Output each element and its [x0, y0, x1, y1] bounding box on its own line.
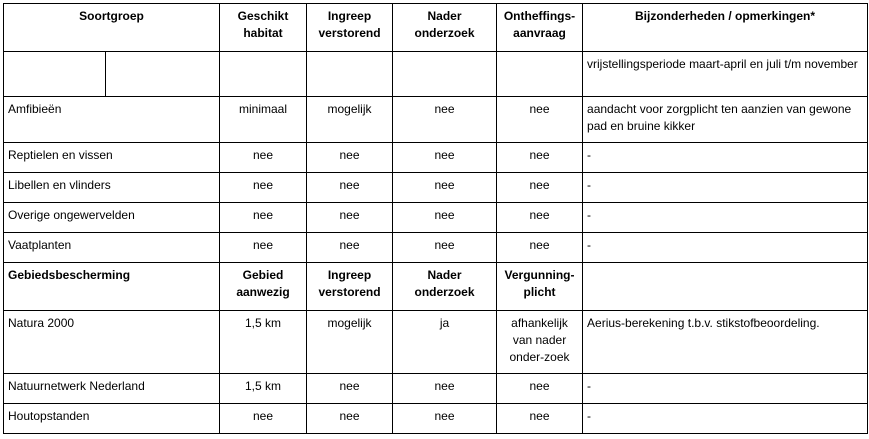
empty-cell: [307, 52, 393, 97]
table-row: [4, 143, 868, 173]
table-row: [4, 52, 868, 97]
habitat-cell: nee: [220, 143, 307, 173]
header-row-area: [4, 263, 868, 311]
header-bijzonderheden: Bijzonderheden / opmerkingen*: [583, 4, 868, 52]
table-row: [4, 203, 868, 233]
header-soortgroep: Soortgroep: [4, 4, 220, 52]
table-row: [4, 404, 868, 434]
note-cell: -: [583, 173, 868, 203]
empty-cell: [497, 52, 583, 97]
header-gebied-aanwezig: Gebied aanwezig: [220, 263, 307, 311]
header-geschikt-habitat: Geschikt habitat: [220, 4, 307, 52]
onderzoek-cell: nee: [393, 143, 497, 173]
gebied-cell: 1,5 km: [220, 374, 307, 404]
onderzoek-cell: nee: [393, 233, 497, 263]
header-ingreep-verstorend: Ingreep verstorend: [307, 263, 393, 311]
header-vergunningplicht: Vergunning-plicht: [497, 263, 583, 311]
species-name: Overige ongewervelden: [4, 203, 220, 233]
area-name: Houtopstanden: [4, 404, 220, 434]
onderzoek-cell: nee: [393, 374, 497, 404]
note-cell: -: [583, 404, 868, 434]
note-cell: -: [583, 203, 868, 233]
species-name: Libellen en vlinders: [4, 173, 220, 203]
header-gebiedsbescherming: Gebiedsbescherming: [4, 263, 220, 311]
onderzoek-cell: nee: [393, 173, 497, 203]
note-cell: Aerius-berekening t.b.v. stikstofbeoordeling.: [583, 311, 868, 374]
species-name: Vaatplanten: [4, 233, 220, 263]
empty-cell: [4, 52, 106, 97]
table-row: [4, 311, 868, 374]
plicht-cell: nee: [497, 404, 583, 434]
ingreep-cell: nee: [307, 374, 393, 404]
aanvraag-cell: nee: [497, 143, 583, 173]
note-cell: aandacht voor zorgplicht ten aanzien van gewone pad en bruine kikker: [583, 97, 868, 143]
header-ontheffingsaanvraag: Ontheffings-aanvraag: [497, 4, 583, 52]
onderzoek-cell: nee: [393, 404, 497, 434]
note-cell: -: [583, 374, 868, 404]
empty-cell: [393, 52, 497, 97]
empty-cell: [583, 263, 868, 311]
onderzoek-cell: nee: [393, 203, 497, 233]
habitat-cell: nee: [220, 203, 307, 233]
habitat-cell: nee: [220, 173, 307, 203]
table-row: [4, 173, 868, 203]
onderzoek-cell: nee: [393, 97, 497, 143]
area-name: Natuurnetwerk Nederland: [4, 374, 220, 404]
plicht-cell: afhankelijk van nader onder-zoek: [497, 311, 583, 374]
area-name: Natura 2000: [4, 311, 220, 374]
species-name: Amfibieën: [4, 97, 220, 143]
note-cell: -: [583, 233, 868, 263]
note-cell: vrijstellingsperiode maart-april en juli t/m november: [583, 52, 868, 97]
empty-cell: [106, 52, 220, 97]
gebied-cell: nee: [220, 404, 307, 434]
plicht-cell: nee: [497, 374, 583, 404]
empty-cell: [220, 52, 307, 97]
ingreep-cell: mogelijk: [307, 97, 393, 143]
ingreep-cell: nee: [307, 173, 393, 203]
ingreep-cell: nee: [307, 203, 393, 233]
aanvraag-cell: nee: [497, 97, 583, 143]
table-row: [4, 374, 868, 404]
header-nader-onderzoek: Nader onderzoek: [393, 4, 497, 52]
ingreep-cell: nee: [307, 404, 393, 434]
header-nader-onderzoek: Nader onderzoek: [393, 263, 497, 311]
table-row: [4, 97, 868, 143]
species-name: Reptielen en vissen: [4, 143, 220, 173]
habitat-cell: minimaal: [220, 97, 307, 143]
ingreep-cell: nee: [307, 143, 393, 173]
species-protection-table: [3, 3, 868, 434]
onderzoek-cell: ja: [393, 311, 497, 374]
ingreep-cell: mogelijk: [307, 311, 393, 374]
aanvraag-cell: nee: [497, 203, 583, 233]
note-cell: -: [583, 143, 868, 173]
gebied-cell: 1,5 km: [220, 311, 307, 374]
aanvraag-cell: nee: [497, 173, 583, 203]
ingreep-cell: nee: [307, 233, 393, 263]
habitat-cell: nee: [220, 233, 307, 263]
header-row-species: [4, 4, 868, 52]
aanvraag-cell: nee: [497, 233, 583, 263]
header-ingreep-verstorend: Ingreep verstorend: [307, 4, 393, 52]
table-row: [4, 233, 868, 263]
